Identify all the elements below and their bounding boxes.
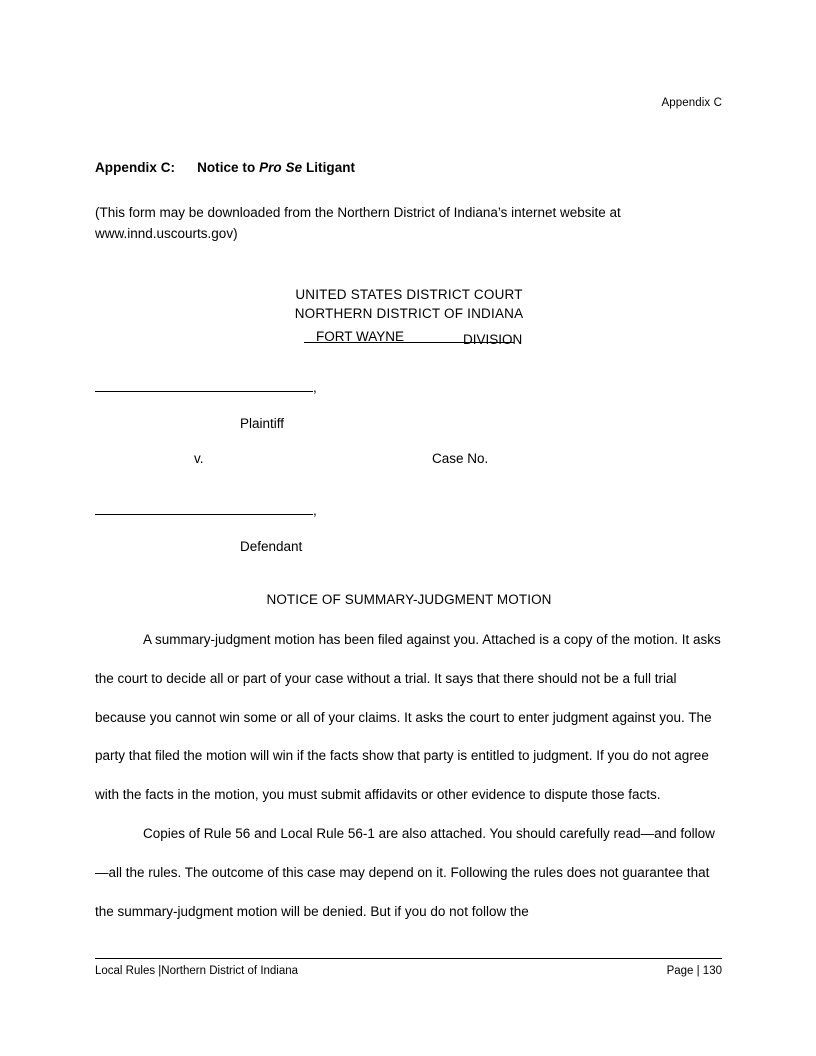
plaintiff-comma: , [313,379,317,395]
defendant-comma: , [313,502,317,518]
versus-label: v. [194,450,204,466]
case-number-label: Case No. [432,450,489,466]
notice-paragraph-1: A summary-judgment motion has been filed against you. Attached is a copy of the motion. It asks the court to decide all or part of your case without a trial. It says that there should not be a full trial because you cannot win some or all of your claims. It asks the court to enter judgment against you. The party that filed the motion will win if the facts show that party is entitled to judgment. If you do not agree with the facts in the motion, you must submit affidavits or other evidence to dispute those facts. [95,631,721,803]
plaintiff-blank-rule [95,378,313,392]
court-caption-block [95,285,723,348]
appendix-title-prefix: Notice to [197,160,260,175]
footer-page-number: Page | 130 [666,965,722,977]
plaintiff-blank-row [95,378,723,398]
page-header-label: Appendix C [661,97,722,109]
appendix-heading [95,160,723,175]
plaintiff-label: Plaintiff [240,415,285,431]
notice-title: NOTICE OF SUMMARY-JUDGMENT MOTION [266,591,552,607]
notice-paragraph-2: Copies of Rule 56 and Local Rule 56-1 are also attached. You should carefully read—and follow—all the rules. The outcome of this case may depend on it. Following the rules does not guarantee that the summary-judgment motion will be denied. But if you do not follow the [95,825,715,919]
defendant-blank-row [95,501,723,521]
division-word: DIVISION [463,331,523,347]
defendant-blank-rule [95,501,313,515]
versus-row [95,451,723,471]
form-download-note: (This form may be downloaded from the Northern District of Indiana’s internet website at www.innd.uscourts.gov) [95,205,621,241]
division-line [95,326,723,348]
court-name-line1: UNITED STATES DISTRICT COURT [295,286,523,302]
division-fill-text: FORT WAYNE [316,328,405,344]
appendix-title-suffix: Litigant [302,160,356,175]
page-footer [95,958,722,977]
footer-left-label: Local Rules |Northern District of Indiana [95,965,299,977]
appendix-title-italic: Pro Se [259,160,303,175]
court-name-line2: NORTHERN DISTRICT OF INDIANA [294,306,524,322]
defendant-label: Defendant [240,538,303,554]
appendix-label: Appendix C: [95,160,176,175]
document-content [95,160,723,931]
